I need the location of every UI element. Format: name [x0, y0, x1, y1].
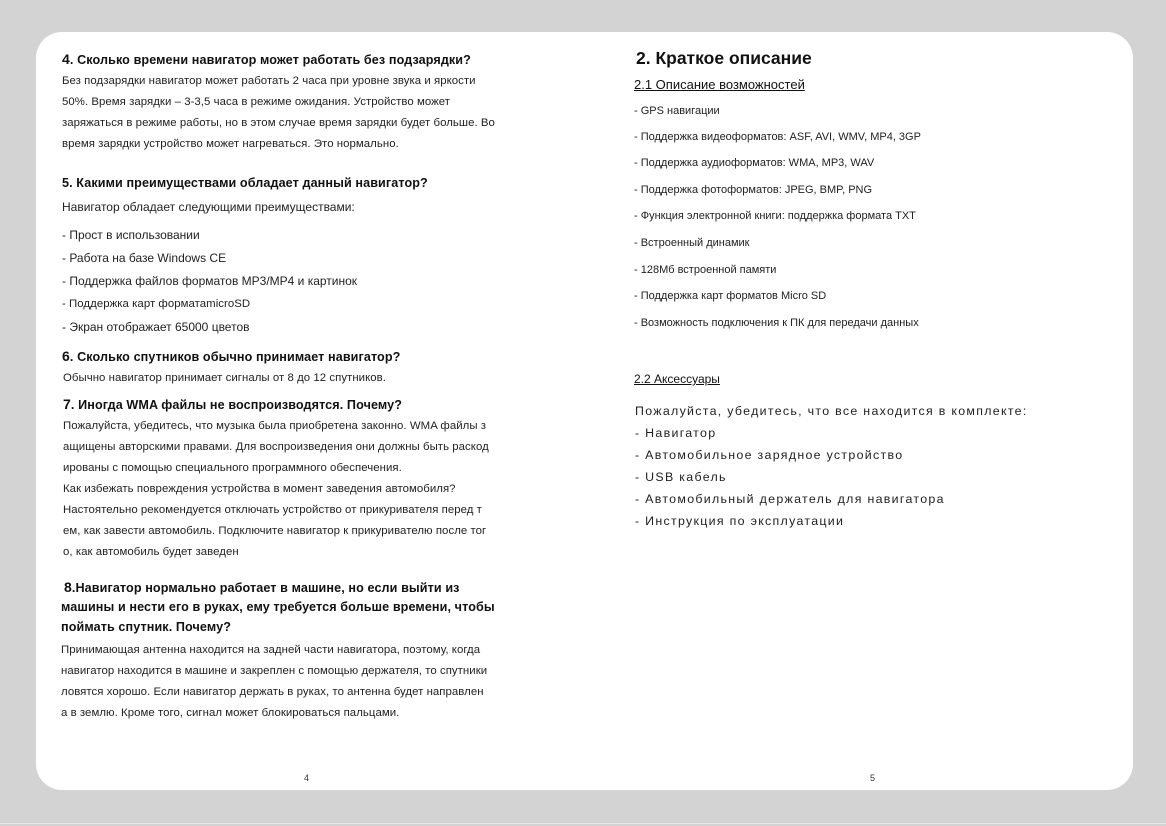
answer-4-line: заряжаться в режиме работы, но в этом случае время зарядки будет больше. Во	[62, 117, 495, 129]
answer-7-line: Настоятельно рекомендуется отключать устройство от прикуривателя перед т	[63, 504, 482, 516]
bottom-divider	[0, 823, 1166, 824]
accessories-intro: Пожалуйста, убедитесь, что все находится в комплекте:	[635, 404, 1028, 418]
answer-4-line: Без подзарядки навигатор может работать 2 часа при уровне звука и яркости	[62, 75, 476, 87]
page-left	[36, 32, 596, 790]
question-6-text: . Сколько спутников обычно принимает навигатор?	[69, 350, 401, 364]
accessory-item: - Автомобильный держатель для навигатора	[635, 492, 945, 506]
booklet-spread	[36, 32, 1133, 790]
answer-7-line: Пожалуйста, убедитесь, что музыка была приобретена законно. WMA файлы з	[63, 420, 487, 432]
advantage-item: - Экран отображает 65000 цветов	[62, 320, 250, 334]
answer-7-line: о, как автомобиль будет заведен	[63, 546, 239, 558]
feature-item: - GPS навигации	[634, 105, 720, 117]
question-4-number: 4	[62, 51, 70, 67]
question-5-title: 5. Какими преимуществами обладает данный навигатор?	[62, 176, 428, 190]
feature-item: - Поддержка аудиоформатов: WMA, MP3, WAV	[634, 157, 875, 169]
answer-8-line: ловятся хорошо. Если навигатор держать в руках, то антенна будет направлен	[61, 686, 484, 698]
question-8-title-line: машины и нести его в руках, ему требуется больше времени, чтобы	[61, 600, 495, 614]
advantage-item: - Поддержка карт форматаmicroSD	[62, 298, 251, 310]
answer-7-line: ащищены авторскими правами. Для воспроизведения они должны быть раскод	[63, 441, 489, 453]
answer-7-line: Как избежать повреждения устройства в момент заведения автомобиля?	[63, 483, 456, 495]
accessory-item: - Навигатор	[635, 426, 717, 440]
features-subtitle: 2.1 Описание возможностей	[634, 77, 805, 92]
feature-item: - Возможность подключения к ПК для передачи данных	[634, 317, 919, 329]
question-8-title-line: поймать спутник. Почему?	[61, 620, 232, 634]
accessory-item: - Автомобильное зарядное устройство	[635, 448, 904, 462]
accessory-item: - USB кабель	[635, 470, 727, 484]
answer-4-line: 50%. Время зарядки – 3-3,5 часа в режиме ожидания. Устройство может	[62, 96, 451, 108]
page-number-right: 5	[870, 773, 876, 783]
answer-8-line: а в землю. Кроме того, сигнал может блокироваться пальцами.	[61, 707, 400, 719]
accessories-subtitle: 2.2 Аксессуары	[634, 372, 720, 386]
answer-7-line: ем, как завести автомобиль. Подключите навигатор к прикуривателю после тог	[63, 525, 487, 537]
answer-8-line: навигатор находится в машине и закреплен с помощью держателя, то спутники	[61, 665, 488, 677]
page-number-left: 4	[304, 773, 310, 783]
question-7-title	[63, 396, 402, 412]
advantage-item: - Прост в использовании	[62, 228, 200, 242]
feature-item: - Поддержка карт форматов Micro SD	[634, 290, 827, 302]
feature-item: - Функция электронной книги: поддержка формата TXT	[634, 210, 916, 222]
question-4-title	[62, 51, 471, 67]
accessory-item: - Инструкция по эксплуатации	[635, 514, 845, 528]
answer-8-line: Принимающая антенна находится на задней части навигатора, поэтому, когда	[61, 644, 481, 656]
question-8-number: 8	[64, 579, 72, 595]
question-8-text: .Навигатор нормально работает в машине, но если выйти из	[71, 581, 460, 595]
feature-item: - Поддержка видеоформатов: ASF, AVI, WMV, MP4, 3GP	[634, 131, 921, 143]
advantage-item: - Поддержка файлов форматов MP3/MP4 и картинок	[62, 274, 358, 288]
question-7-number: 7	[63, 396, 71, 412]
question-6-number: 6	[62, 348, 70, 364]
answer-4-line: время зарядки устройство может нагреваться. Это нормально.	[62, 138, 399, 150]
question-8-title	[64, 579, 460, 595]
question-7-text: . Иногда WMA файлы не воспроизводятся. Почему?	[70, 398, 403, 412]
feature-item: - 128Мб встроенной памяти	[634, 264, 777, 276]
question-6-title	[62, 348, 400, 364]
question-4-text: . Сколько времени навигатор может работать без подзарядки?	[69, 53, 471, 67]
page-right	[596, 32, 1133, 790]
feature-item: - Встроенный динамик	[634, 237, 750, 249]
advantage-item: - Работа на базе Windows CE	[62, 251, 227, 265]
feature-item: - Поддержка фотоформатов: JPEG, BMP, PNG	[634, 184, 873, 196]
answer-7-line: ированы с помощью специального программного обеспечения.	[63, 462, 402, 474]
section-title: 2. Краткое описание	[636, 48, 812, 68]
answer-6: Обычно навигатор принимает сигналы от 8 до 12 спутников.	[63, 372, 386, 384]
answer-5-intro: Навигатор обладает следующими преимуществами:	[62, 200, 355, 214]
